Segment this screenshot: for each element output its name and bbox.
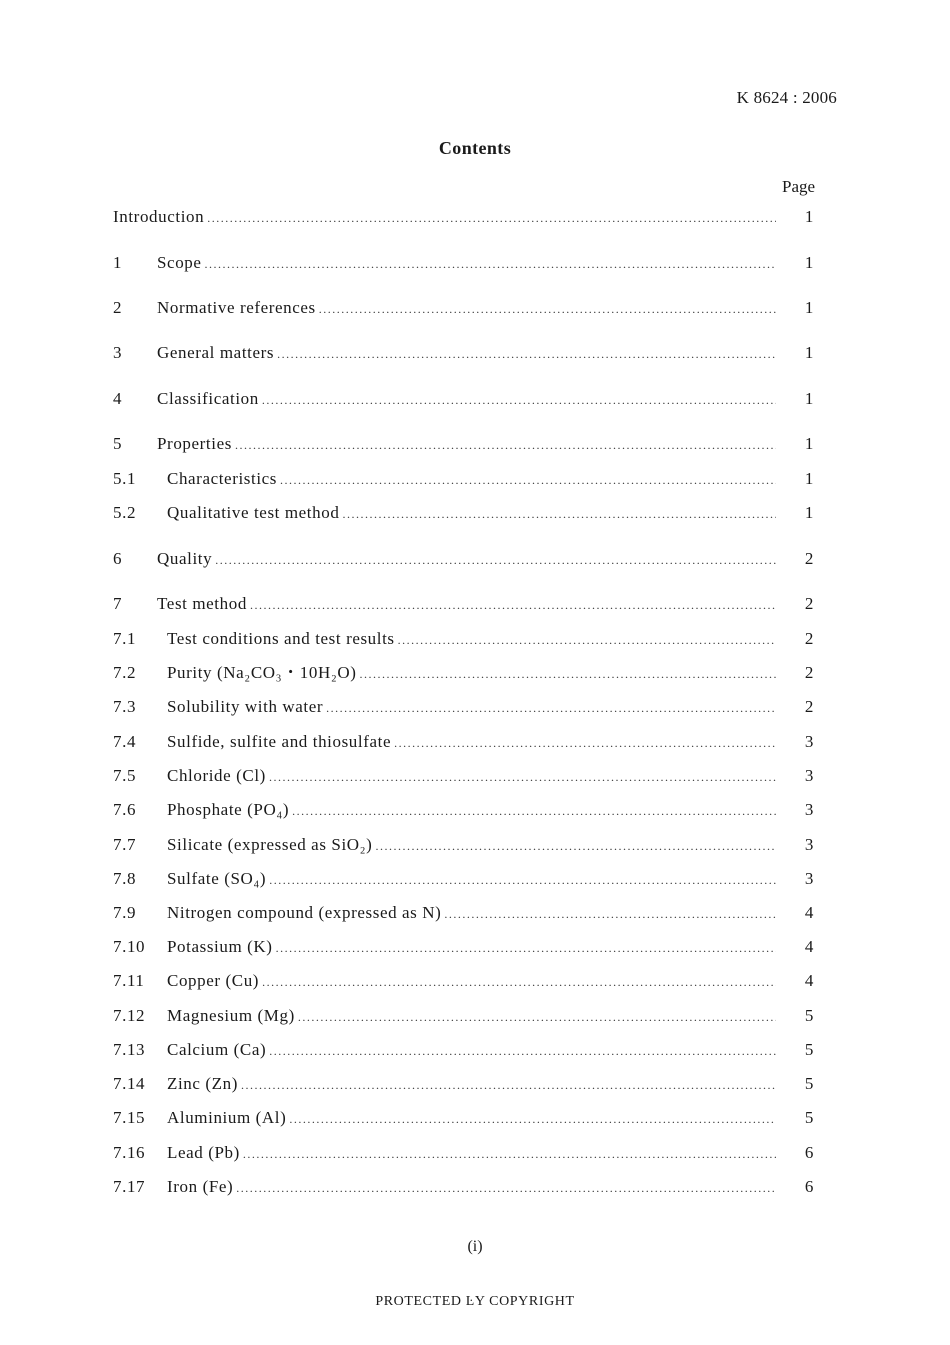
- toc-section-title: Test conditions and test results: [167, 629, 395, 648]
- toc-entry-title-wrap: [167, 867, 776, 892]
- dot-leader: [241, 1073, 776, 1097]
- toc-entry[interactable]: [113, 205, 818, 229]
- dot-leader: [269, 868, 776, 892]
- toc-section-number: 5.1: [113, 469, 137, 488]
- toc-entry-title-wrap: [157, 296, 776, 321]
- toc-page-number: 2: [804, 663, 814, 682]
- toc-section-number: 7.14: [113, 1074, 146, 1093]
- toc-section-title: Copper (Cu): [167, 971, 260, 990]
- toc-entry-title-wrap: [167, 833, 776, 858]
- page-column-label: Page: [782, 177, 816, 196]
- toc-section-number: 7.5: [113, 766, 137, 785]
- toc-entry-title-wrap: [157, 341, 776, 366]
- dot-leader: [262, 970, 776, 994]
- toc-section-title: Solubility with water: [167, 697, 324, 716]
- toc-section-number: 7.15: [113, 1108, 146, 1127]
- toc-section-number: 7.8: [113, 869, 137, 888]
- dot-leader: [394, 731, 776, 755]
- dot-leader: [276, 936, 776, 960]
- toc-entry[interactable]: [113, 833, 818, 857]
- toc-section-title: Potassium (K): [167, 937, 273, 956]
- toc-page-number: 1: [804, 469, 814, 488]
- toc-entry[interactable]: [113, 432, 818, 456]
- toc-section-title: Magnesium (Mg): [167, 1006, 295, 1025]
- toc-entry[interactable]: [113, 501, 818, 525]
- toc-section-number: 7.12: [113, 1006, 146, 1025]
- toc-entry-title-wrap: [113, 205, 776, 230]
- toc-entry-title-wrap: [167, 627, 776, 652]
- toc-section-title: General matters: [157, 343, 275, 362]
- toc-section-title: Chloride (Cl): [167, 766, 266, 785]
- toc-page-number: 1: [804, 207, 814, 226]
- dot-leader: [243, 1142, 776, 1166]
- toc-page-number: 1: [804, 253, 814, 272]
- toc-entry[interactable]: [113, 867, 818, 891]
- toc-section-title: Silicate (expressed as SiO₂): [167, 835, 373, 854]
- toc-section-title: Introduction: [113, 207, 205, 226]
- toc-page-number: 3: [804, 869, 814, 888]
- toc-page-number: 3: [804, 732, 814, 751]
- toc-entry[interactable]: [113, 935, 818, 959]
- toc-entry[interactable]: [113, 592, 818, 616]
- toc-entry-title-wrap: [167, 467, 776, 492]
- toc-section-number: 7.16: [113, 1143, 146, 1162]
- toc-page-number: 6: [804, 1143, 814, 1162]
- toc-entry-title-wrap: [157, 432, 776, 457]
- toc-page-number: 6: [804, 1177, 814, 1196]
- toc-entry[interactable]: [113, 901, 818, 925]
- toc-entry-title-wrap: [167, 501, 776, 526]
- toc-section-title: Scope: [157, 253, 202, 272]
- toc-section-number: 5: [113, 434, 123, 453]
- dot-leader: [280, 468, 776, 492]
- toc-section-title: Lead (Pb): [167, 1143, 240, 1162]
- dot-leader: [360, 662, 776, 686]
- toc-section-number: 7.9: [113, 903, 137, 922]
- toc-page-number: 2: [804, 549, 814, 568]
- dot-leader: [205, 252, 776, 276]
- toc-entry-title-wrap: [167, 798, 776, 823]
- toc-section-number: 7.7: [113, 835, 137, 854]
- toc-section-title: Sulfate (SO₄): [167, 869, 267, 888]
- toc-entry[interactable]: [113, 661, 818, 685]
- dot-leader: [292, 799, 776, 823]
- toc-page-number: 1: [804, 503, 814, 522]
- toc-section-title: Qualitative test method: [167, 503, 340, 522]
- toc-page-number: 1: [804, 389, 814, 408]
- dot-leader: [398, 628, 776, 652]
- toc-section-number: 6: [113, 549, 123, 568]
- toc-entry-title-wrap: [167, 764, 776, 789]
- toc-entry[interactable]: [113, 730, 818, 754]
- toc-entry[interactable]: [113, 1004, 818, 1028]
- toc-page-number: 2: [804, 697, 814, 716]
- toc-entry[interactable]: [113, 695, 818, 719]
- contents-heading: Contents: [438, 138, 512, 158]
- toc-section-number: 7.1: [113, 629, 137, 648]
- toc-entry[interactable]: [113, 387, 818, 411]
- dot-leader: [277, 342, 776, 366]
- toc-entry[interactable]: [113, 1141, 818, 1165]
- toc-section-title: Properties: [157, 434, 232, 453]
- toc-page-number: 5: [804, 1074, 814, 1093]
- dot-leader: [326, 696, 776, 720]
- toc-section-number: 7.13: [113, 1040, 146, 1059]
- toc-page-number: 3: [804, 835, 814, 854]
- toc-section-title: Classification: [157, 389, 259, 408]
- toc-entry-title-wrap: [167, 730, 776, 755]
- toc-entry-title-wrap: [167, 1072, 776, 1097]
- dot-leader: [269, 1039, 776, 1063]
- copyright-notice: PROTECTED ĿY COPYRIGHT: [375, 1294, 575, 1309]
- toc-page-number: 5: [804, 1006, 814, 1025]
- toc-section-number: 7.6: [113, 800, 137, 819]
- toc-section-number: 7.11: [113, 971, 145, 990]
- toc-page-number: 3: [804, 766, 814, 785]
- toc-section-number: 7.2: [113, 663, 137, 682]
- dot-leader: [375, 834, 776, 858]
- toc-page-number: 1: [804, 298, 814, 317]
- dot-leader: [444, 902, 776, 926]
- toc-section-title: Quality: [157, 549, 213, 568]
- dot-leader: [235, 433, 776, 457]
- toc-section-number: 4: [113, 389, 123, 408]
- toc-entry-title-wrap: [167, 901, 776, 926]
- toc-page-number: 5: [804, 1108, 814, 1127]
- toc-section-number: 7.17: [113, 1177, 146, 1196]
- toc-entry[interactable]: [113, 969, 818, 993]
- toc-entry-title-wrap: [167, 695, 776, 720]
- toc-page-number: 5: [804, 1040, 814, 1059]
- dot-leader: [207, 206, 776, 230]
- toc-entry[interactable]: [113, 341, 818, 365]
- toc-entry-title-wrap: [167, 1004, 776, 1029]
- toc-entry[interactable]: [113, 296, 818, 320]
- toc-section-title: Calcium (Ca): [167, 1040, 267, 1059]
- toc-entry[interactable]: [113, 1072, 818, 1096]
- toc-section-title: Aluminium (Al): [167, 1108, 287, 1127]
- toc-entry-title-wrap: [167, 1175, 776, 1200]
- toc-entry[interactable]: [113, 547, 818, 571]
- toc-page-number: 3: [804, 800, 814, 819]
- toc-entry-title-wrap: [167, 1038, 776, 1063]
- toc-page-number: 1: [804, 434, 814, 453]
- toc-entry-title-wrap: [167, 661, 776, 686]
- dot-leader: [269, 765, 776, 789]
- toc-section-title: Nitrogen compound (expressed as N): [167, 903, 442, 922]
- toc-entry[interactable]: [113, 1106, 818, 1130]
- dot-leader: [319, 297, 776, 321]
- toc-page-number: 4: [804, 903, 814, 922]
- toc-section-title: Normative references: [157, 298, 316, 317]
- toc-entry[interactable]: [113, 764, 818, 788]
- toc-entry[interactable]: [113, 1038, 818, 1062]
- toc-entry[interactable]: [113, 627, 818, 651]
- toc-entry[interactable]: [113, 798, 818, 822]
- dot-leader: [262, 388, 776, 412]
- toc-section-number: 7: [113, 594, 123, 613]
- toc-entry-title-wrap: [167, 969, 776, 994]
- toc-section-title: Sulfide, sulfite and thiosulfate: [167, 732, 392, 751]
- dot-leader: [289, 1107, 776, 1131]
- toc-page-number: 2: [804, 629, 814, 648]
- toc-section-title: Zinc (Zn): [167, 1074, 239, 1093]
- toc-entry[interactable]: [113, 1175, 818, 1199]
- toc-section-title: Test method: [157, 594, 247, 613]
- toc-section-title: Iron (Fe): [167, 1177, 234, 1196]
- page-folio: (i): [467, 1238, 483, 1255]
- toc-section-title: Purity (Na₂CO₃・10H₂O): [167, 663, 357, 682]
- toc-section-number: 1: [113, 253, 123, 272]
- dot-leader: [298, 1005, 776, 1029]
- dot-leader: [342, 502, 776, 526]
- dot-leader: [250, 593, 776, 617]
- toc-section-number: 5.2: [113, 503, 137, 522]
- dot-leader: [215, 548, 776, 572]
- toc-section-number: 7.10: [113, 937, 146, 956]
- toc-entry-title-wrap: [167, 935, 776, 960]
- toc-entry[interactable]: [113, 467, 818, 491]
- document-id: K 8624 : 2006: [736, 88, 837, 107]
- toc-section-title: Characteristics: [167, 469, 278, 488]
- toc-section-title: Phosphate (PO₄): [167, 800, 290, 819]
- toc-section-number: 3: [113, 343, 123, 362]
- toc-entry-title-wrap: [157, 547, 776, 572]
- toc-entry-title-wrap: [167, 1141, 776, 1166]
- toc-section-number: 2: [113, 298, 123, 317]
- toc-entry-title-wrap: [157, 592, 776, 617]
- toc-page-number: 1: [804, 343, 814, 362]
- toc-page-number: 4: [804, 937, 814, 956]
- toc-section-number: 7.4: [113, 732, 137, 751]
- toc-section-number: 7.3: [113, 697, 137, 716]
- dot-leader: [236, 1176, 776, 1200]
- toc-page-number: 2: [804, 594, 814, 613]
- toc-entry[interactable]: [113, 251, 818, 275]
- toc-entry-title-wrap: [157, 387, 776, 412]
- toc-entry-title-wrap: [167, 1106, 776, 1131]
- toc-page-number: 4: [804, 971, 814, 990]
- toc-entry-title-wrap: [157, 251, 776, 276]
